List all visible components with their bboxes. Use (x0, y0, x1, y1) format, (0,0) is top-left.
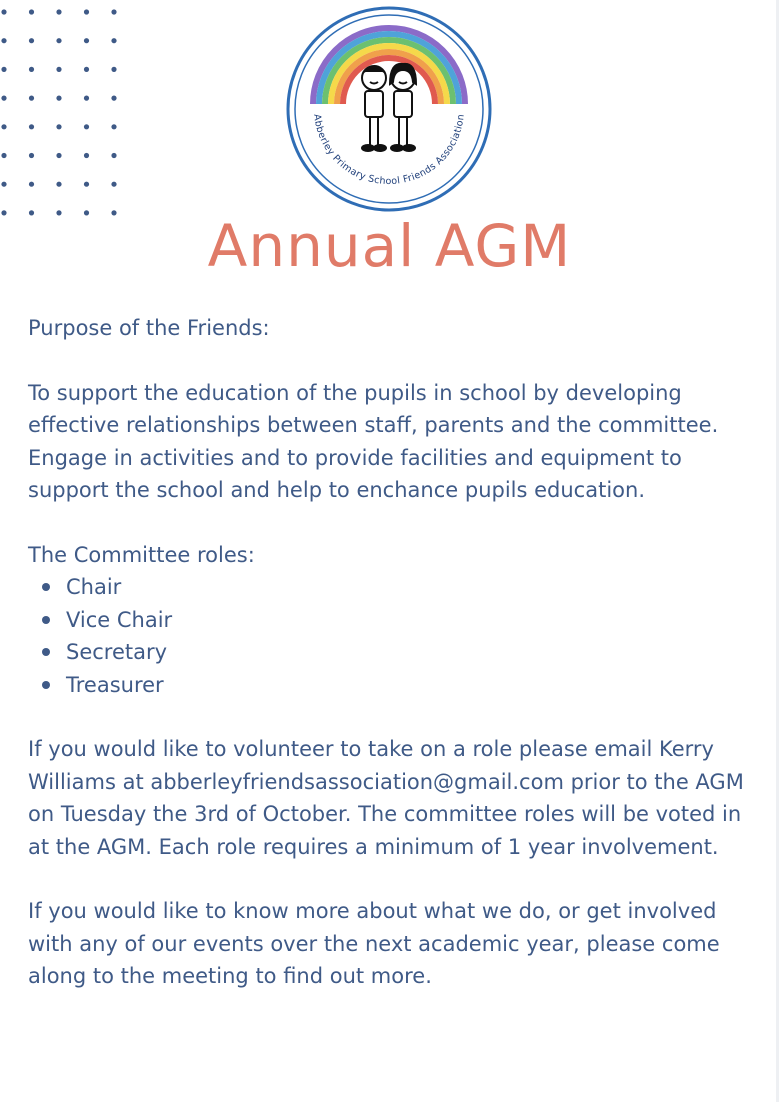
closing-paragraph: If you would like to know more about what we do, or get involved with any of our events over the next academic year, please come along to the meeting to find out more. (28, 899, 720, 988)
logo (286, 6, 492, 212)
dot (1, 153, 6, 158)
role-label: Secretary (66, 640, 168, 664)
dot (56, 9, 61, 14)
bullet-icon (42, 648, 50, 656)
dot (29, 153, 34, 158)
dot (111, 182, 116, 187)
dot (84, 182, 89, 187)
dot (111, 124, 116, 129)
dot (29, 38, 34, 43)
dot (29, 96, 34, 101)
list-item (42, 636, 748, 669)
list-item (42, 669, 748, 702)
dot (29, 67, 34, 72)
dot (29, 124, 34, 129)
bullet-icon (42, 681, 50, 689)
dot (1, 9, 6, 14)
dot (84, 9, 89, 14)
volunteer-paragraph: If you would like to volunteer to take on a role please email Kerry Williams at abberleyfriendsassociation@gmail.com prior to the AGM on Tuesday the 3rd of October. The committee roles will be voted in at the AGM. Each role requires a minimum of 1 year involvement. (28, 737, 744, 859)
dot (84, 67, 89, 72)
dot (1, 182, 6, 187)
roles-heading: The Committee roles: (28, 542, 255, 567)
list-item (42, 604, 748, 637)
dot (1, 124, 6, 129)
dot (56, 124, 61, 129)
dot (111, 9, 116, 14)
document-body (28, 312, 748, 993)
dot (111, 96, 116, 101)
dot (111, 153, 116, 158)
purpose-heading: Purpose of the Friends: (28, 316, 270, 340)
dot (56, 38, 61, 43)
dot (84, 38, 89, 43)
dot (111, 38, 116, 43)
page-title: Annual AGM (207, 212, 572, 280)
dot (111, 67, 116, 72)
dot (84, 96, 89, 101)
bullet-icon (42, 616, 50, 624)
dot (29, 9, 34, 14)
logo-text: Abberley Primary School Friends Association (311, 113, 467, 188)
role-label: Chair (66, 575, 122, 599)
dot (1, 67, 6, 72)
purpose-paragraph: To support the education of the pupils in school by developing effective relationships between staff, parents and the committee. Engage in activities and to provide facilities and equipment to support the school and help to enchance pupils education. (28, 380, 719, 502)
dot (56, 67, 61, 72)
dot (84, 153, 89, 158)
dot (56, 153, 61, 158)
roles-list (28, 571, 748, 701)
dot (29, 182, 34, 187)
list-item (42, 571, 748, 604)
dot-pattern (0, 0, 120, 220)
dot (84, 124, 89, 129)
bullet-icon (42, 583, 50, 591)
role-label: Vice Chair (66, 607, 173, 632)
role-label: Treasurer (66, 672, 164, 697)
dot (1, 38, 6, 43)
dot (1, 96, 6, 101)
dot (56, 182, 61, 187)
dot (56, 96, 61, 101)
